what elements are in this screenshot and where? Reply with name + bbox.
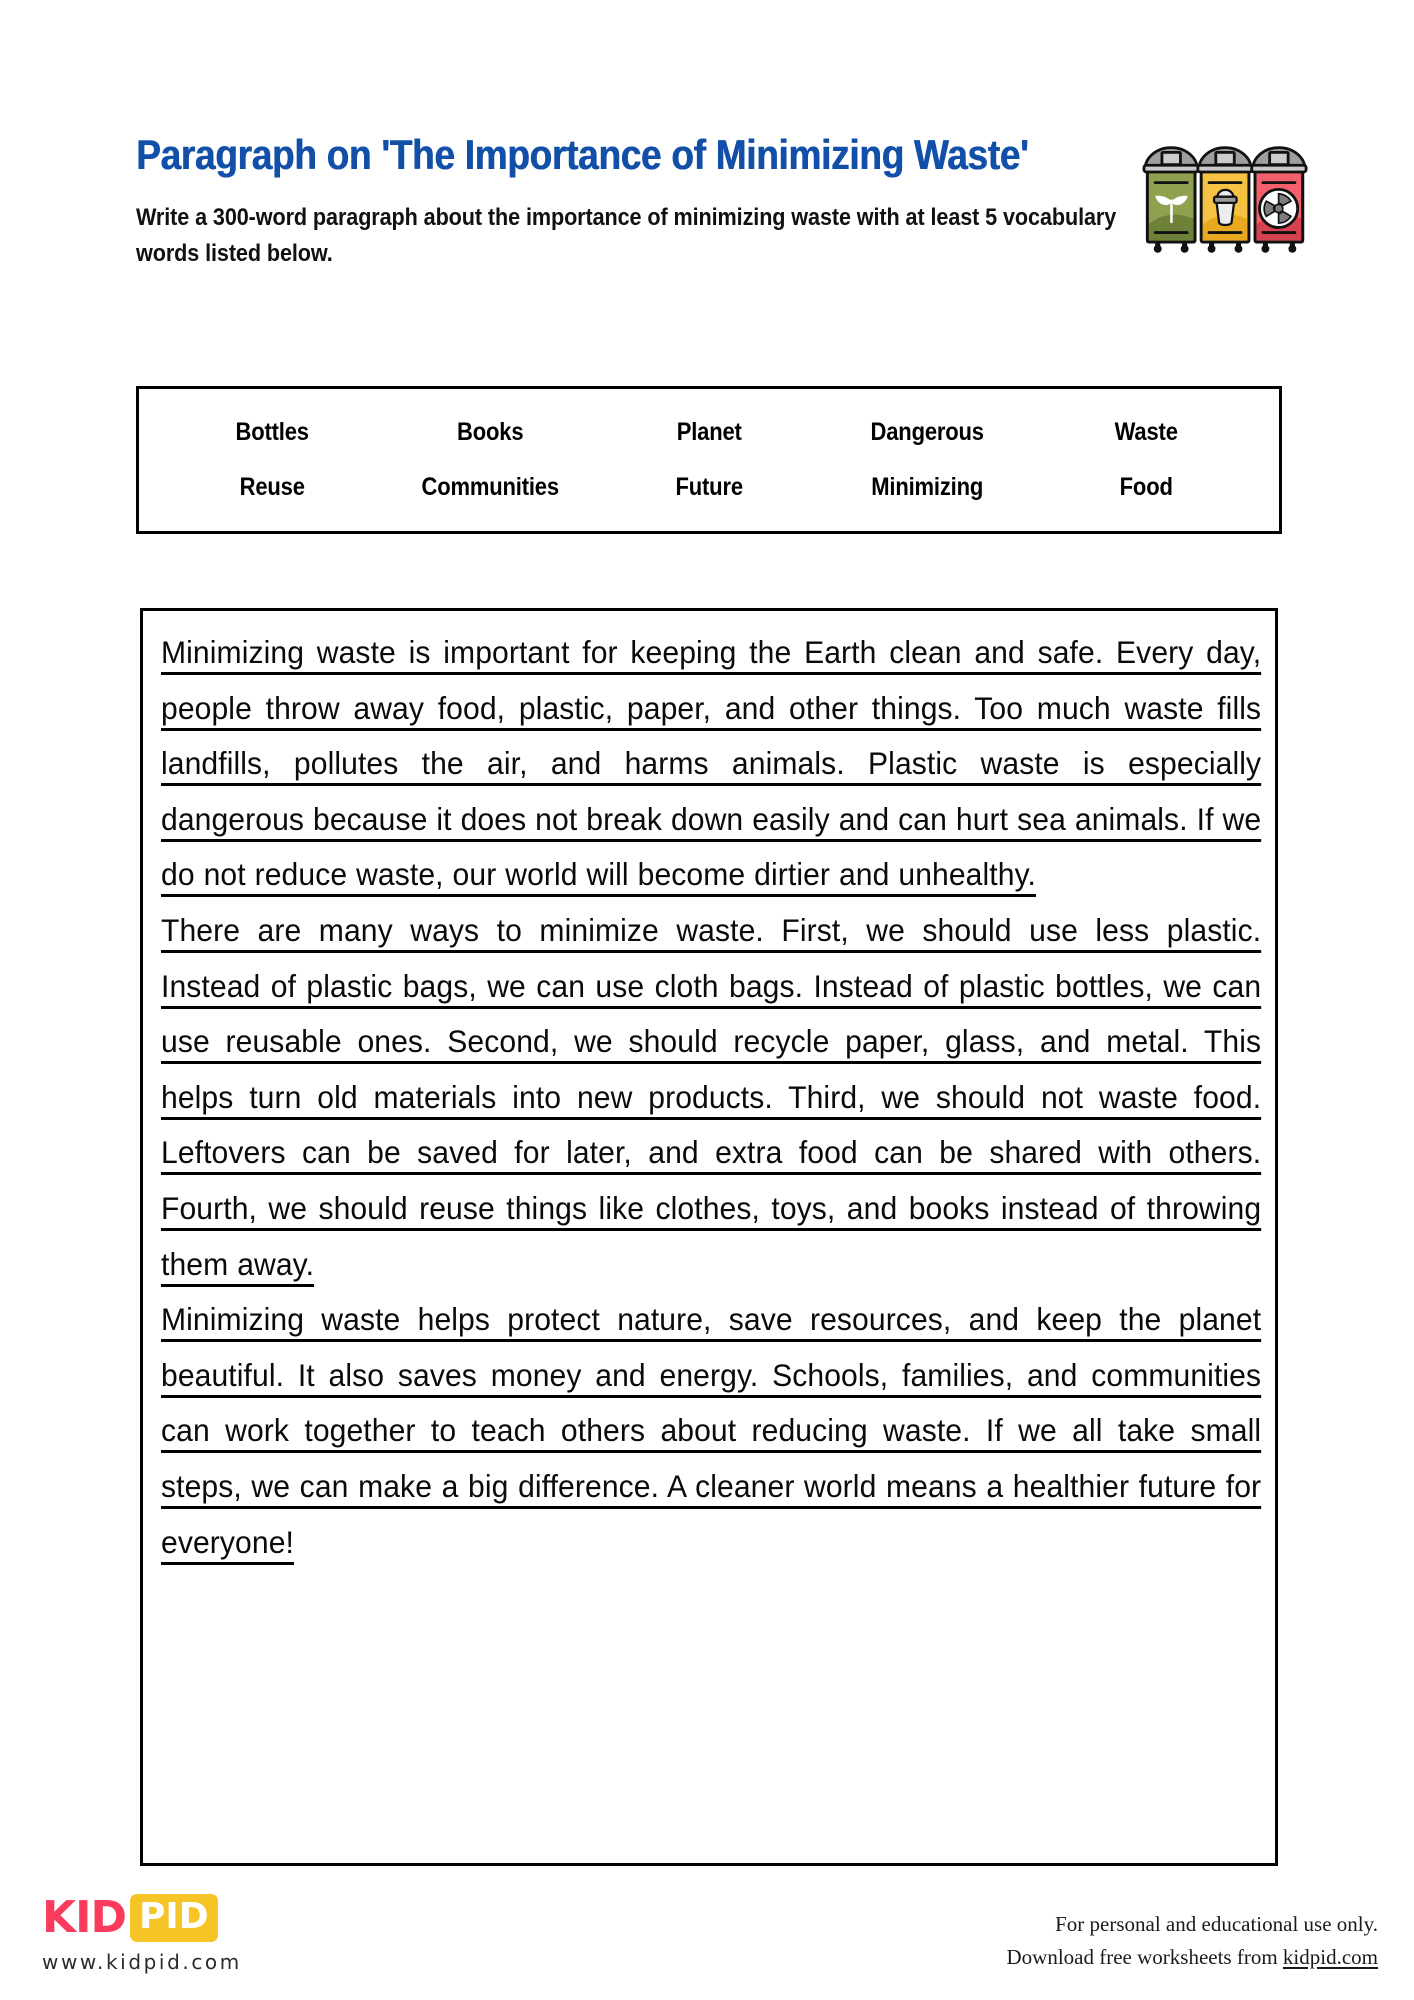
header-text-block bbox=[136, 128, 1136, 273]
vocabulary-word: Reuse bbox=[239, 473, 305, 501]
vocabulary-word: Waste bbox=[1114, 418, 1178, 446]
recycling-bins-icon bbox=[1142, 140, 1312, 255]
logo-pid-badge: PID bbox=[130, 1894, 218, 1942]
vocabulary-word: Planet bbox=[676, 418, 742, 446]
answer-paragraph: There are many ways to minimize waste. First, we should use less plastic. Instead of plastic bags, we can use cloth bags. Instead of plastic bottles, we can use reusable ones. Second, we should recycle paper, glass, and metal. This helps turn old materials into new products. Third, we should not waste food. Leftovers can be saved for later, and extra food can be shared with others. Fourth, we should reuse things like clothes, toys, and books instead of throwing them away. bbox=[161, 911, 1262, 1282]
instructions-text: Write a 300-word paragraph about the importance of minimizing waste with at least 5 vocabulary words listed below. bbox=[136, 203, 1117, 268]
page-title: Paragraph on 'The Importance of Minimizing Waste' bbox=[136, 131, 1029, 178]
kidpid-link[interactable]: kidpid.com bbox=[1282, 1944, 1378, 1969]
vocabulary-word: Communities bbox=[421, 473, 560, 501]
worksheet-header bbox=[136, 128, 1286, 273]
vocabulary-word: Books bbox=[457, 418, 524, 446]
hazard-bin-icon bbox=[1252, 148, 1306, 253]
download-notice-line bbox=[1007, 1941, 1379, 1974]
kidpid-logo bbox=[42, 1894, 372, 1974]
vocabulary-word: Food bbox=[1119, 473, 1173, 501]
footer-notice bbox=[1007, 1908, 1379, 1973]
vocabulary-word: Minimizing bbox=[871, 473, 984, 501]
answer-writing-area[interactable] bbox=[140, 608, 1278, 1866]
logo-wordmark bbox=[42, 1894, 372, 1942]
organic-bin-icon bbox=[1144, 148, 1198, 253]
vocabulary-word-bank bbox=[136, 386, 1282, 534]
answer-paragraph: Minimizing waste helps protect nature, save resources, and keep the planet beautiful. It also saves money and energy. Schools, families, and communities can work together to teach others about reducing waste. If we all take small steps, we can make a big difference. A cleaner world means a healthier future for everyone! bbox=[161, 1301, 1262, 1560]
logo-website-url: www.kidpid.com bbox=[42, 1950, 242, 1974]
logo-kid-text: KID bbox=[42, 1892, 126, 1943]
vocabulary-row bbox=[163, 418, 1255, 447]
answer-paragraph: Minimizing waste is important for keeping the Earth clean and safe. Every day, people throw away food, plastic, paper, and other things. Too much waste fills landfills, pollutes the air, and harms animals. Plastic waste is especially dangerous because it does not break down easily and can hurt sea animals. If we do not reduce waste, our world will become dirtier and unhealthy. bbox=[161, 634, 1262, 893]
usage-notice-line: For personal and educational use only. bbox=[1055, 1912, 1378, 1936]
vocabulary-word: Future bbox=[675, 473, 743, 501]
vocabulary-word: Dangerous bbox=[870, 418, 985, 446]
download-notice-prefix: Download free worksheets from bbox=[1006, 1944, 1283, 1969]
vocabulary-word: Bottles bbox=[235, 418, 309, 446]
vocabulary-row bbox=[163, 473, 1255, 502]
